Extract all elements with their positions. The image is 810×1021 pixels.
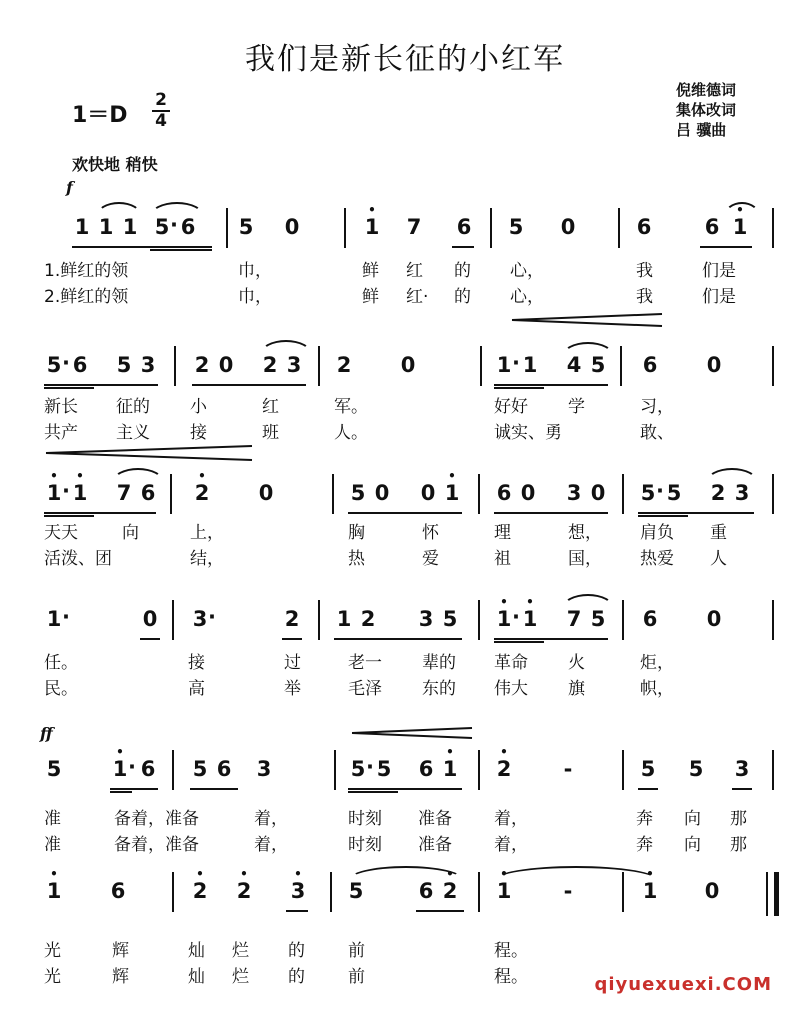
notes-system-6: [0, 879, 810, 909]
lyric: 伟大: [494, 679, 528, 699]
lyric: 理: [494, 523, 511, 543]
lyric: 怀: [422, 523, 439, 543]
lyric: 肩负: [640, 523, 674, 543]
adapter-credit: 集体改词: [676, 101, 737, 119]
lyric: 那: [730, 809, 747, 829]
note: 6: [636, 215, 652, 239]
notes-system-5: [0, 757, 810, 787]
note: 7: [566, 607, 582, 631]
lyric: 光: [44, 941, 61, 961]
lyric: 接: [188, 653, 205, 673]
note: 5: [348, 879, 364, 903]
note: 6: [642, 353, 658, 377]
time-signature: [152, 92, 170, 130]
lyric: 前: [348, 967, 365, 987]
note: 1: [98, 215, 114, 239]
note: 3: [734, 481, 750, 505]
note: 5: [238, 215, 254, 239]
note: • 1 ·: [112, 757, 128, 781]
lyric: 巾，: [238, 261, 272, 281]
lyric: 我: [636, 287, 653, 307]
note: 5: [192, 757, 208, 781]
lyric: 人。: [334, 423, 368, 443]
note: -: [563, 879, 573, 903]
note: • 2: [496, 757, 512, 781]
note: 5: [688, 757, 704, 781]
lyric: 灿: [188, 967, 205, 987]
note: 7: [406, 215, 422, 239]
lyric: 灿: [188, 941, 205, 961]
lyric: 烂: [232, 967, 249, 987]
lyric: 主义: [116, 423, 150, 443]
note: 0: [374, 481, 390, 505]
note: • 1 ·: [496, 607, 512, 631]
lyric: 东的: [422, 679, 456, 699]
lyric: 火: [568, 653, 585, 673]
note: • 2: [192, 879, 208, 903]
key-signature: 1＝D: [72, 103, 128, 128]
lyric: 好好: [494, 397, 528, 417]
lyric: 着，: [494, 809, 528, 829]
lyric: 征的: [116, 397, 150, 417]
lyric: 备着，准备: [114, 835, 199, 855]
note: 6: [704, 215, 720, 239]
note: 3: [286, 353, 302, 377]
note: 6: [496, 481, 512, 505]
lyric: 军。: [334, 397, 368, 417]
note: 5: [46, 757, 62, 781]
lyric: 备着，准备: [114, 809, 199, 829]
lyric: 时刻: [348, 835, 382, 855]
note: 1 ·: [46, 607, 62, 631]
note: • 2: [194, 481, 210, 505]
lyric: 共产: [44, 423, 78, 443]
note: • 1: [444, 481, 460, 505]
lyric: 学: [568, 397, 585, 417]
lyric: 炬，: [640, 653, 674, 673]
lyric: 我: [636, 261, 653, 281]
note: 5: [442, 607, 458, 631]
note: 7: [116, 481, 132, 505]
note: 4: [566, 353, 582, 377]
lyric: 准备: [418, 835, 452, 855]
notes-system-4: [0, 607, 810, 637]
lyric: 们是: [702, 287, 736, 307]
credits: [676, 80, 736, 140]
lyric: 鲜: [362, 287, 379, 307]
lyric: 烂: [232, 941, 249, 961]
note: 3: [566, 481, 582, 505]
lyric: 过: [284, 653, 301, 673]
note: • 1: [72, 481, 88, 505]
lyric: 毛泽: [348, 679, 382, 699]
note: 2: [336, 353, 352, 377]
note: 5: [666, 481, 682, 505]
note: 6: [642, 607, 658, 631]
note: 1: [336, 607, 352, 631]
note: 3: [256, 757, 272, 781]
note: 5: [590, 607, 606, 631]
lyric: 向: [684, 835, 701, 855]
note: 2: [360, 607, 376, 631]
lyric: 祖: [494, 549, 511, 569]
dynamic-forte: f: [66, 178, 73, 197]
decrescendo-hairpin: [44, 444, 254, 462]
lyric: 诚实、勇: [494, 423, 562, 443]
time-signature-top: 2: [155, 90, 167, 110]
note: -: [563, 757, 573, 781]
note: 5: [116, 353, 132, 377]
note: 1: [522, 353, 538, 377]
lyric: 上，: [190, 523, 224, 543]
lyric: 热: [348, 549, 365, 569]
lyric: 的: [288, 967, 305, 987]
note: 0: [142, 607, 158, 631]
lyric: 人: [710, 549, 727, 569]
lyric: 光: [44, 967, 61, 987]
lyric: 帜，: [640, 679, 674, 699]
note: 0: [420, 481, 436, 505]
lyric: 巾，: [238, 287, 272, 307]
lyric: 老一: [348, 653, 382, 673]
lyric: 辉: [112, 967, 129, 987]
lyric: 爱: [422, 549, 439, 569]
lyric: 天天: [44, 523, 78, 543]
lyric: 革命: [494, 653, 528, 673]
lyric: 那: [730, 835, 747, 855]
note: • 1: [522, 607, 538, 631]
note: 3 ·: [192, 607, 208, 631]
note: 1: [74, 215, 90, 239]
note: 5: [590, 353, 606, 377]
note: • 1: [496, 879, 512, 903]
note: 3: [140, 353, 156, 377]
lyric: 们是: [702, 261, 736, 281]
note: 6: [140, 481, 156, 505]
note: • 2: [236, 879, 252, 903]
lyric: 新长: [44, 397, 78, 417]
lyric: 心，: [510, 261, 544, 281]
crescendo-hairpin: [350, 726, 474, 740]
lyric: 热爱: [640, 549, 674, 569]
note: 6: [216, 757, 232, 781]
lyric: 辈的: [422, 653, 456, 673]
lyric: 准: [44, 835, 61, 855]
note: 3: [734, 757, 750, 781]
note: 0: [400, 353, 416, 377]
composer-credit: 吕 骥曲: [676, 121, 727, 139]
note: • 3: [290, 879, 306, 903]
note: 6: [456, 215, 472, 239]
note: • 1: [642, 879, 658, 903]
note: 1 ·: [496, 353, 512, 377]
note: 5: [350, 481, 366, 505]
lyricist-credit: 倪维德词: [676, 81, 737, 99]
lyric: 国，: [568, 549, 602, 569]
note: 5 ·: [350, 757, 366, 781]
notes-system-3: [0, 481, 810, 511]
lyric: 奔: [636, 835, 653, 855]
note: 5 ·: [46, 353, 62, 377]
note: 6: [110, 879, 126, 903]
lyric: 心，: [510, 287, 544, 307]
note: 6: [418, 757, 434, 781]
lyric: 结，: [190, 549, 224, 569]
notes-system-2: [0, 353, 810, 383]
lyric: 想，: [568, 523, 602, 543]
lyric: 奔: [636, 809, 653, 829]
note: 3: [418, 607, 434, 631]
lyric: 民。: [44, 679, 78, 699]
lyric: 向: [684, 809, 701, 829]
lyric: 旗: [568, 679, 585, 699]
dynamic-fortissimo: ff: [40, 724, 52, 743]
lyric: 活泼、团: [44, 549, 112, 569]
lyric: 接: [190, 423, 207, 443]
note: 2: [710, 481, 726, 505]
lyric: 的: [454, 287, 471, 307]
note: 1: [122, 215, 138, 239]
note: 5: [376, 757, 392, 781]
note: 0: [706, 607, 722, 631]
lyric: 着，: [254, 809, 288, 829]
lyric: 辉: [112, 941, 129, 961]
lyric: 班: [262, 423, 279, 443]
decrescendo-hairpin: [510, 312, 664, 328]
lyric: 的: [454, 261, 471, 281]
note: 5: [640, 757, 656, 781]
lyric: 1.鲜红的领: [44, 261, 129, 281]
lyric: 的: [288, 941, 305, 961]
lyric: 习，: [640, 397, 674, 417]
note: 2: [262, 353, 278, 377]
note: 0: [520, 481, 536, 505]
lyric: 着，: [254, 835, 288, 855]
note: 6: [72, 353, 88, 377]
note: 5 ·: [154, 215, 170, 239]
lyric: 向: [122, 523, 139, 543]
lyric: 红: [262, 397, 279, 417]
lyric: 举: [284, 679, 301, 699]
note: 5: [508, 215, 524, 239]
lyric: 高: [188, 679, 205, 699]
lyric: 红·: [406, 287, 429, 307]
lyric: 前: [348, 941, 365, 961]
tempo-marking: 欢快地 稍快: [72, 155, 158, 174]
note: 0: [590, 481, 606, 505]
watermark: qiyuexuexi.COM: [594, 974, 772, 995]
note: 0: [258, 481, 274, 505]
notes-system-1: [0, 215, 810, 245]
lyric: 程。: [494, 967, 528, 987]
note: 0: [560, 215, 576, 239]
lyric: 敢、: [640, 423, 674, 443]
note: 2: [194, 353, 210, 377]
note: • 1: [442, 757, 458, 781]
note: • 1 ·: [46, 481, 62, 505]
lyric: 准: [44, 809, 61, 829]
note: 0: [704, 879, 720, 903]
note: 0: [706, 353, 722, 377]
lyric: 时刻: [348, 809, 382, 829]
lyric: 红: [406, 261, 423, 281]
time-signature-bottom: 4: [155, 111, 167, 131]
lyric: 重: [710, 523, 727, 543]
note: • 1: [732, 215, 748, 239]
note: • 1: [46, 879, 62, 903]
lyric: 小: [190, 397, 207, 417]
note: 0: [218, 353, 234, 377]
lyric: 任。: [44, 653, 78, 673]
lyric: 着，: [494, 835, 528, 855]
lyric: 胸: [348, 523, 365, 543]
lyric: 鲜: [362, 261, 379, 281]
lyric: 2.鲜红的领: [44, 287, 129, 307]
note: • 1: [364, 215, 380, 239]
note: 6: [418, 879, 434, 903]
note: 5 ·: [640, 481, 656, 505]
note: 2: [284, 607, 300, 631]
note: 6: [140, 757, 156, 781]
note: 0: [284, 215, 300, 239]
note: 6: [180, 215, 196, 239]
note: • 2: [442, 879, 458, 903]
lyric: 准备: [418, 809, 452, 829]
lyric: 程。: [494, 941, 528, 961]
page-title: 我们是新长征的小红军: [245, 42, 565, 77]
